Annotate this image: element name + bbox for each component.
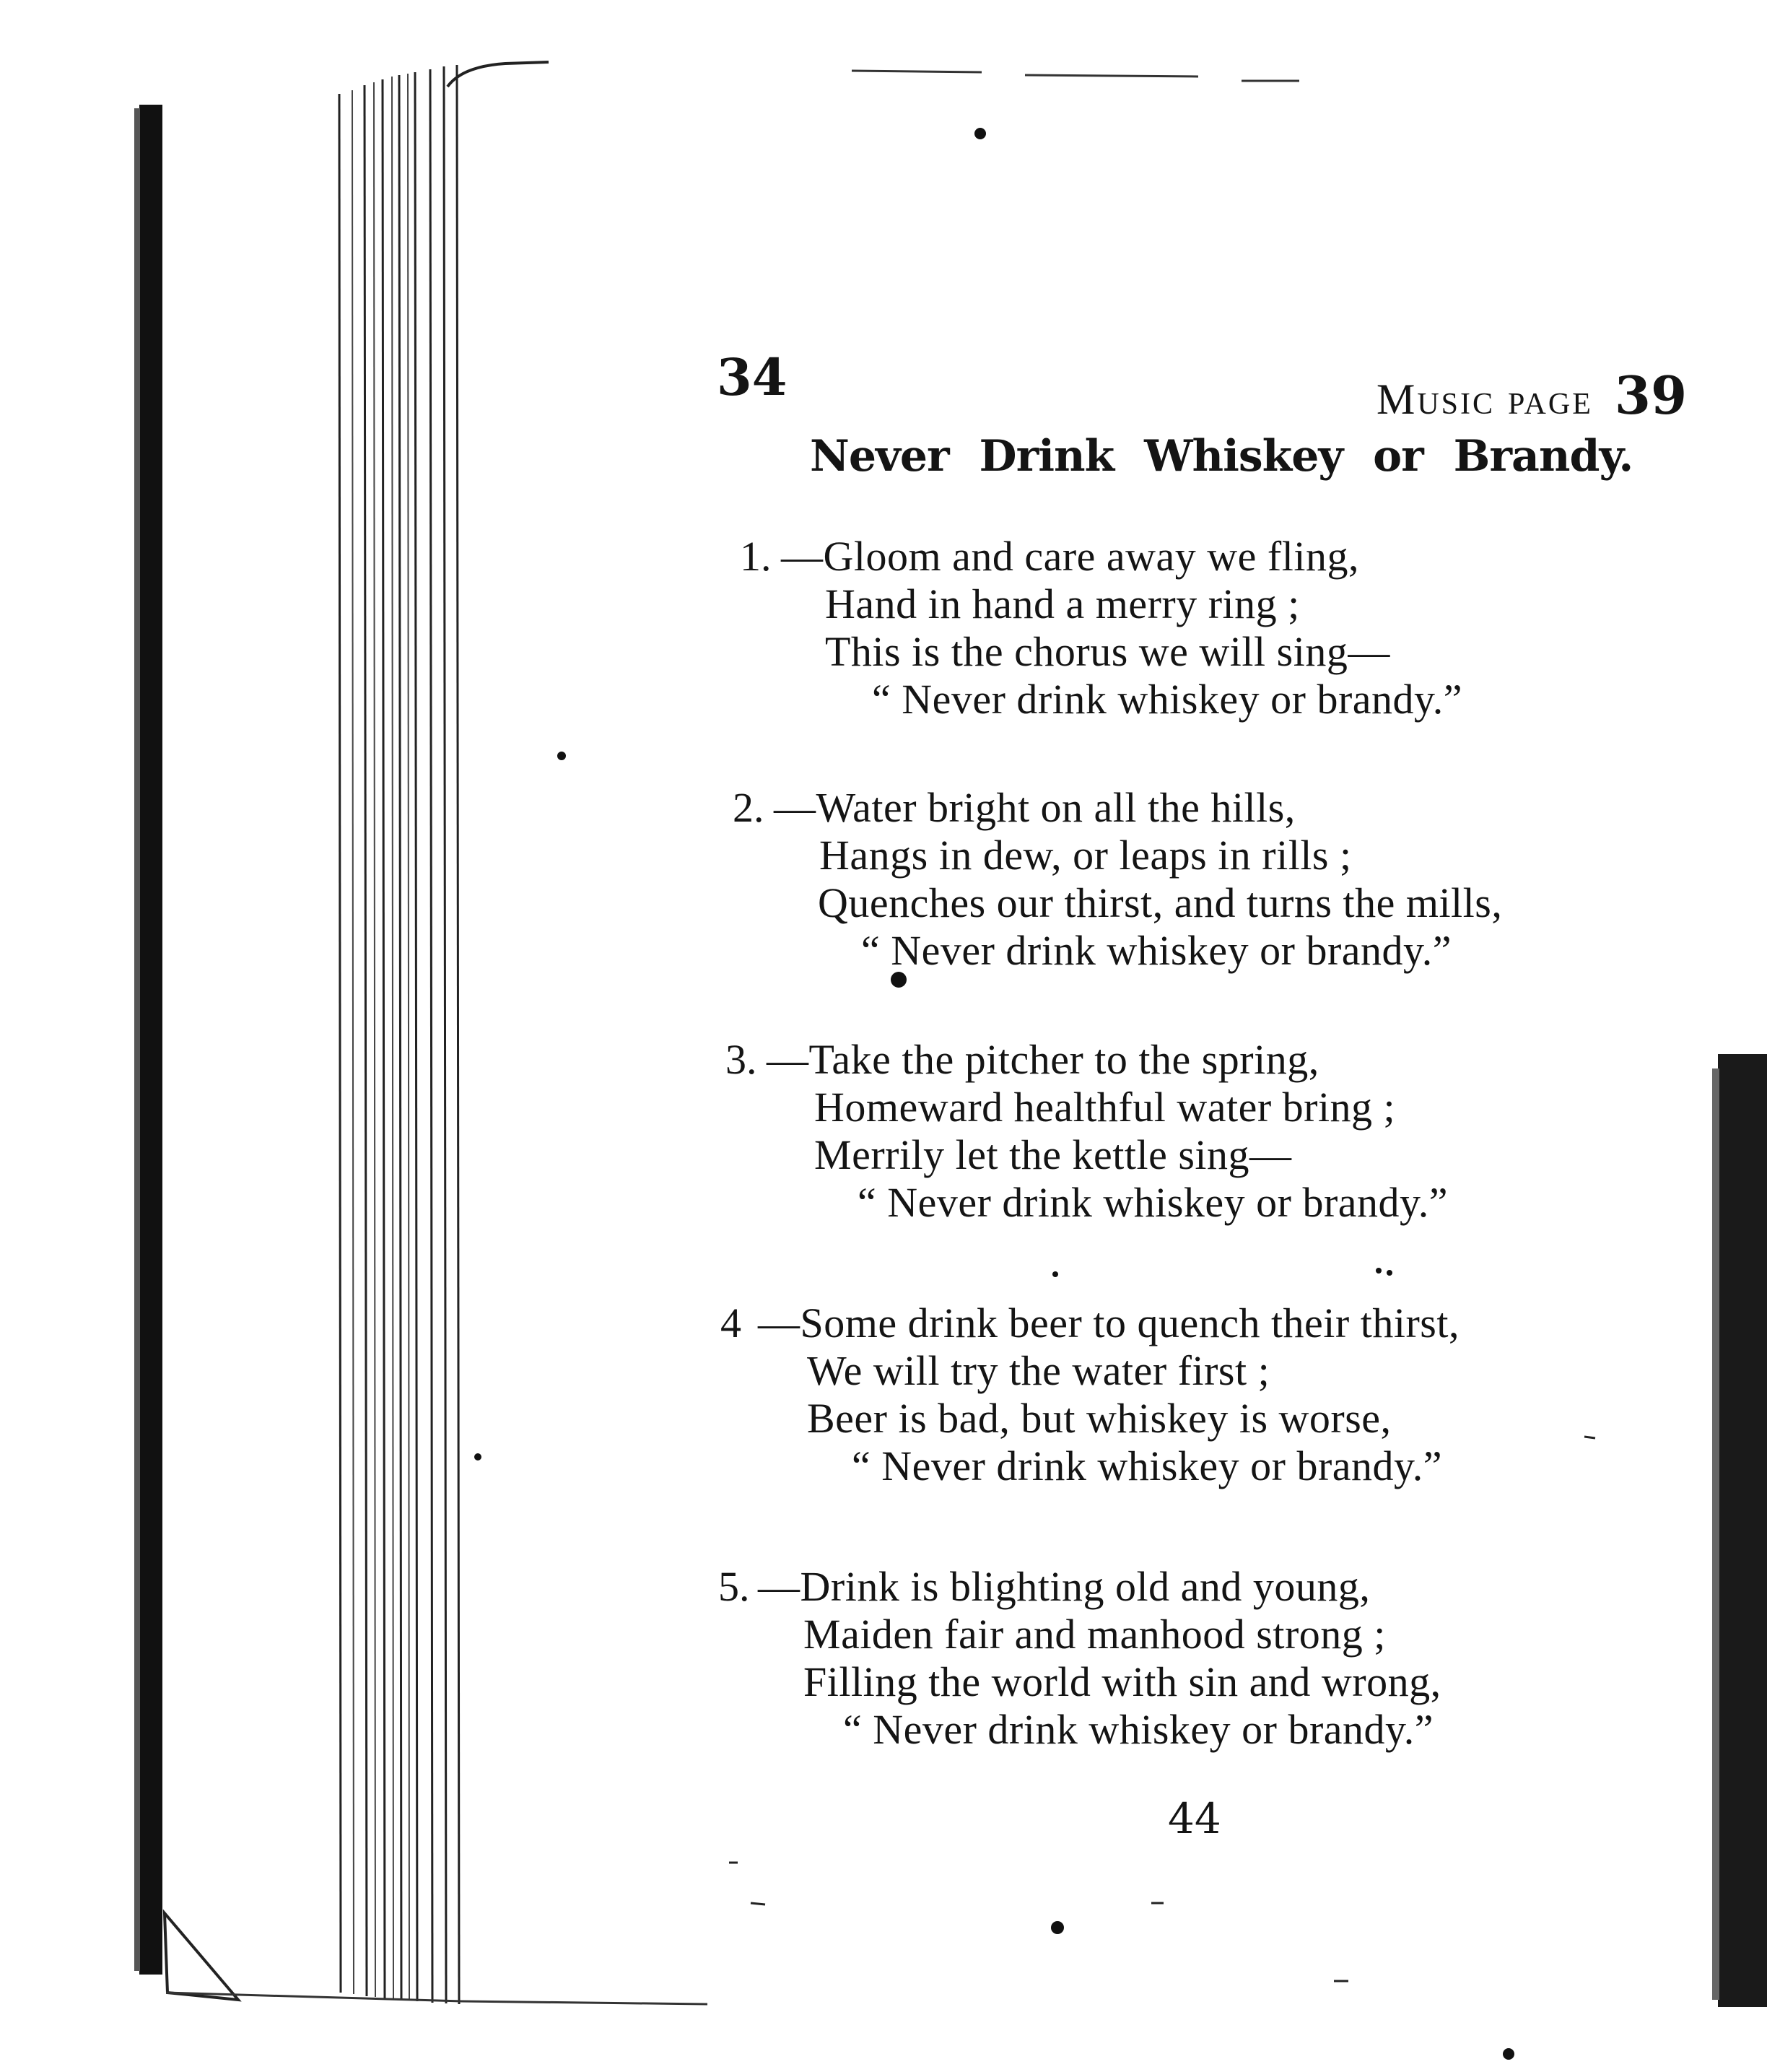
music-page-reference (1376, 365, 1688, 426)
verse-number: 4 (720, 1300, 741, 1346)
verse-line: Hangs in dew, or leaps in rills ; (819, 832, 1352, 879)
verse-line: “ Never drink whiskey or brandy.” (872, 676, 1463, 723)
song-title: Never Drink Whiskey or Brandy. (810, 431, 1633, 482)
book-cover-edge (139, 105, 162, 1975)
verse-line: We will try the water first ; (807, 1347, 1270, 1394)
verse-line: “ Never drink whiskey or brandy.” (861, 927, 1452, 974)
verse-line: —Take the pitcher to the spring, (767, 1036, 1319, 1083)
verse-line: —Water bright on all the hills, (774, 784, 1296, 831)
verse-line: Merrily let the kettle sing— (814, 1131, 1292, 1178)
verse-line: Beer is bad, but whiskey is worse, (807, 1395, 1392, 1442)
verse-line: “ Never drink whiskey or brandy.” (843, 1706, 1434, 1753)
verse-line: Hand in hand a merry ring ; (825, 580, 1300, 627)
verse-line: Filling the world with sin and wrong, (803, 1658, 1441, 1705)
page-stack-edges (339, 65, 459, 2004)
page-top-curl (448, 62, 549, 87)
verse-number: 3. (725, 1036, 757, 1083)
verse-line: Homeward healthful water bring ; (814, 1084, 1396, 1131)
verse-line: —Drink is blighting old and young, (758, 1563, 1371, 1610)
verse-number: 5. (718, 1563, 750, 1610)
verse-line: —Gloom and care away we fling, (781, 533, 1359, 580)
verse-line: This is the chorus we will sing— (825, 628, 1390, 675)
verse-line: Maiden fair and manhood strong ; (803, 1611, 1386, 1658)
verse-line: Quenches our thirst, and turns the mills, (818, 879, 1503, 926)
verse-line: “ Never drink whiskey or brandy.” (858, 1179, 1449, 1226)
verse-number: 1. (740, 533, 772, 580)
page-corner-fold (165, 1913, 238, 2000)
verse-line: —Some drink beer to quench their thirst, (758, 1300, 1460, 1346)
verse-line: “ Never drink whiskey or brandy.” (852, 1442, 1443, 1489)
page-number: 34 (717, 347, 787, 407)
footer-page-number: 44 (1168, 1794, 1221, 1843)
music-page-label: Music page (1376, 375, 1593, 423)
right-cover-edge (1718, 1054, 1767, 2007)
music-page-number: 39 (1614, 365, 1688, 426)
verse-number: 2. (733, 784, 764, 831)
